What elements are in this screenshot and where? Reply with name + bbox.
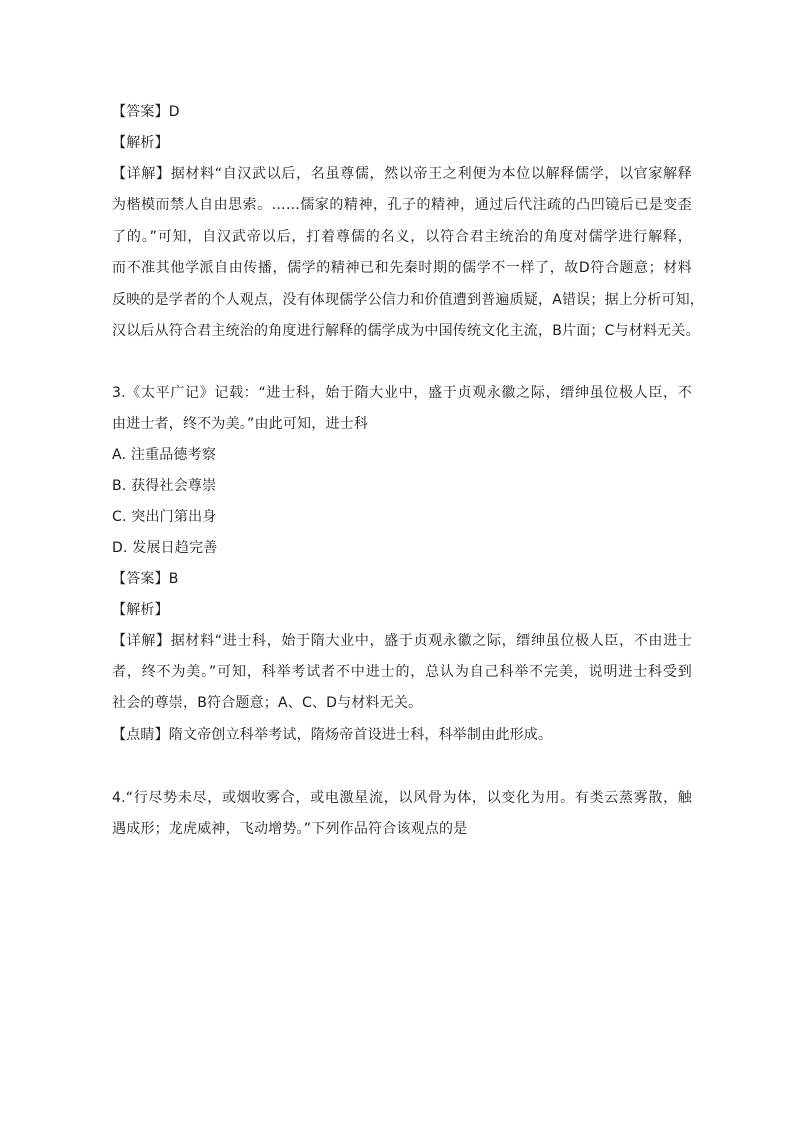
q3-point: 【点睛】隋文帝创立科举考试，隋炀帝首设进士科，科举制由此形成。 (112, 727, 553, 743)
q3-option-c: C. 突出门第出身 (112, 509, 217, 525)
q2-detail-line-2: 为楷模而禁人自由思索。……儒家的精神，孔子的精神，通过后代注疏的凸凹镜后已是变歪 (112, 197, 692, 213)
q2-detail-line-6: 汉以后从符合君主统治的角度进行解释的儒学成为中国传统文化主流，B片面；C与材料无关。 (112, 323, 700, 339)
q2-answer: 【答案】D (112, 104, 180, 120)
q2-detail-line-3: 了的。”可知，自汉武帝以后，打着尊儒的名义，以符合君主统治的角度对儒学进行解释， (112, 229, 692, 245)
q4-stem-line-1: 4.“行尽势未尽，或烟收雾合，或电激星流，以风骨为体，以变化为用。有类云蒸雾散，触 (112, 790, 692, 806)
q2-detail-line-1: 【详解】据材料“自汉武以后，名虽尊儒，然以帝王之利便为本位以解释儒学，以官家解释 (112, 166, 692, 182)
q3-option-b: B. 获得社会尊崇 (112, 478, 217, 494)
q2-detail-line-5: 反映的是学者的个人观点，没有体现儒学公信力和价值遭到普遍质疑，A错误；据上分析可知， (112, 292, 704, 308)
q3-option-d: D. 发展日趋完善 (112, 540, 218, 556)
q3-detail-line-2: 者，终不为美。”可知，科举考试者不中进士的，总认为自己科举不完美，说明进士科受到 (112, 664, 692, 680)
q3-detail-line-3: 社会的尊崇，B符合题意；A、C、D与材料无关。 (112, 695, 423, 711)
q3-detail-line-1: 【详解】据材料“进士科，始于隋大业中，盛于贞观永徽之际，缙绅虽位极人臣，不由进士 (112, 633, 692, 649)
q3-stem-line-2: 由进士者，终不为美。”由此可知，进士科 (112, 416, 369, 432)
q3-stem-line-1: 3.《太平广记》记载：“进士科，始于隋大业中，盛于贞观永徽之际，缙绅虽位极人臣，不 (112, 385, 692, 401)
q4-stem-line-2: 遇成形；龙虎威神，飞动增势。”下列作品符合该观点的是 (112, 821, 468, 837)
q3-option-a: A. 注重品德考察 (112, 447, 217, 463)
q2-analysis-heading: 【解析】 (112, 135, 169, 151)
q3-answer: 【答案】B (112, 571, 179, 587)
q3-analysis-heading: 【解析】 (112, 602, 169, 618)
q2-detail-line-4: 而不准其他学派自由传播，儒学的精神已和先秦时期的儒学不一样了，故D符合题意；材料 (112, 260, 692, 276)
